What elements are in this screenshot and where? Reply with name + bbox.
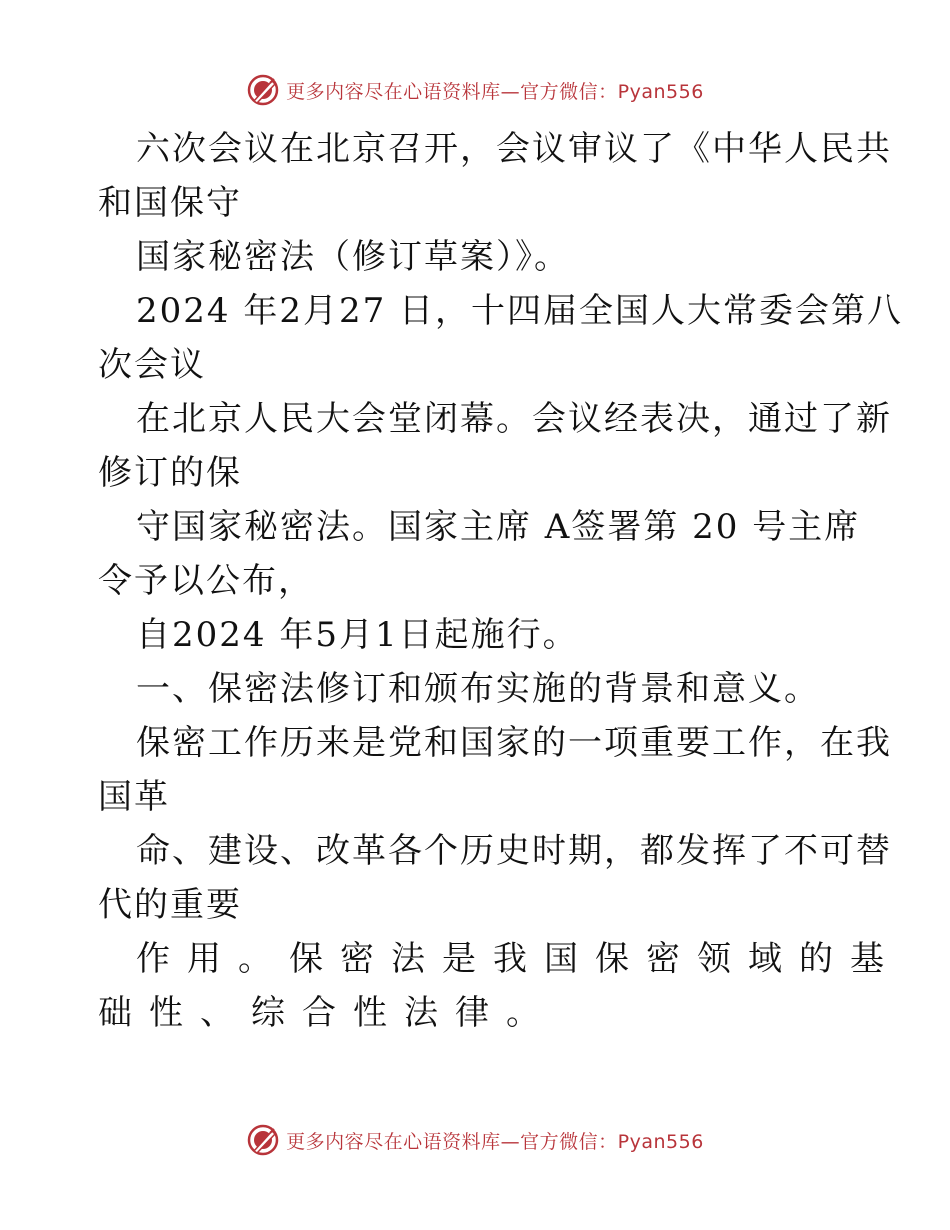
text-line: 国革: [98, 777, 170, 817]
text-line: 令予以公布，: [98, 561, 314, 601]
section-heading: 一、保密法修订和颁布实施的背景和意义。: [136, 669, 820, 709]
text-line: 次会议: [98, 345, 206, 385]
text-line: 保密工作历来是党和国家的一项重要工作，在我: [136, 723, 892, 763]
footer-watermark: [0, 1120, 950, 1160]
quill-pen-seal-icon: [246, 73, 280, 107]
text-line: 国家秘密法（修订草案）》。: [136, 237, 570, 277]
text-line: 作用。保密法是我国保密领域的基: [136, 939, 901, 979]
text-line: 础性、综合性法律。: [98, 993, 557, 1033]
text-line: 代的重要: [98, 885, 242, 925]
quill-pen-seal-icon: [246, 1123, 280, 1157]
text-line: 2024 年2月27 日，十四届全国人大常委会第八: [136, 291, 904, 331]
text-line: 自2024 年5月1日起施行。: [136, 615, 579, 655]
watermark-text: 更多内容尽在心语资料库—官方微信：Pyan556: [286, 1130, 704, 1153]
watermark-text: 更多内容尽在心语资料库—官方微信：Pyan556: [286, 80, 704, 103]
text-line: 命、建设、改革各个历史时期，都发挥了不可替: [136, 831, 892, 871]
text-line: 修订的保: [98, 453, 242, 493]
header-watermark: [0, 70, 950, 110]
text-line: 六次会议在北京召开，会议审议了《中华人民共: [136, 129, 892, 169]
document-body: [98, 122, 904, 1040]
text-line: 和国保守: [98, 183, 242, 223]
text-line: 在北京人民大会堂闭幕。会议经表决，通过了新: [136, 399, 892, 439]
text-line: 守国家秘密法。国家主席 A签署第 20 号主席: [136, 507, 861, 547]
